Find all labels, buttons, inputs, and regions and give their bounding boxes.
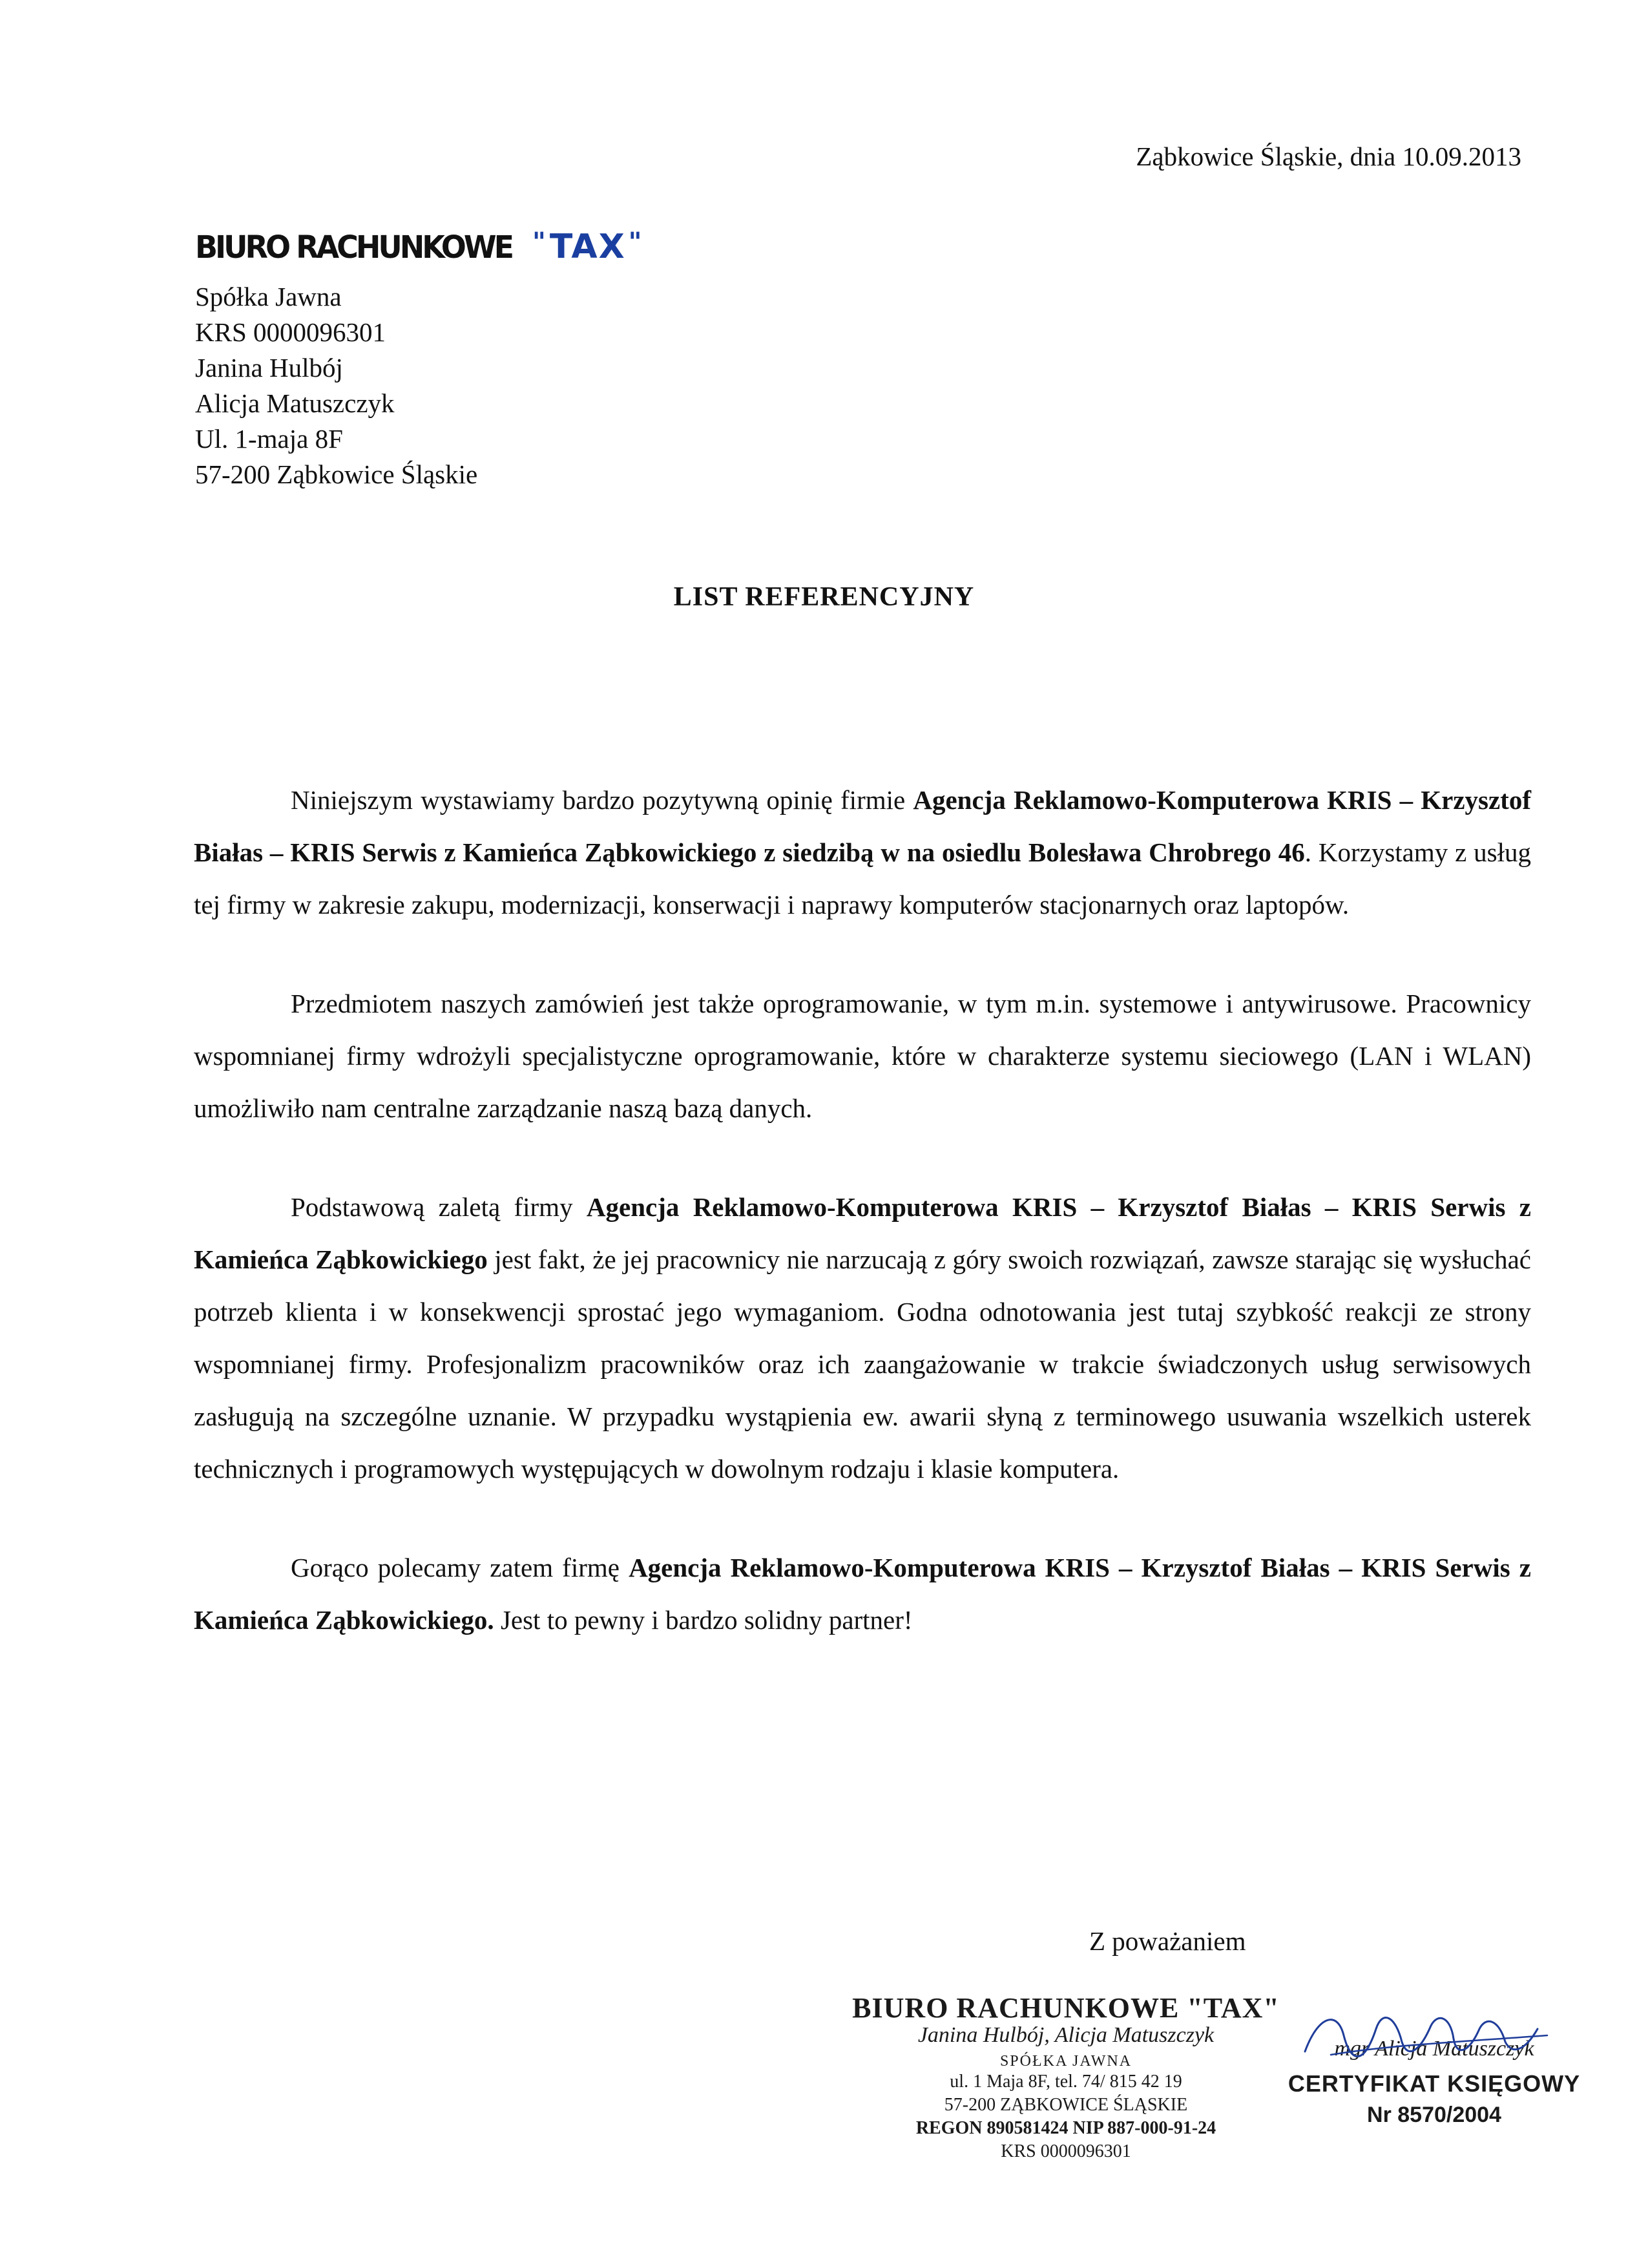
stamp-line: Janina Hulbój, Alicja Matuszczyk (917, 2023, 1215, 2047)
cert-name: mgr Alicja Matuszczyk (1334, 2037, 1534, 2061)
sender-line: Janina Hulbój (195, 353, 343, 383)
stamp-line: REGON 890581424 NIP 887-000-91-24 (915, 2118, 1216, 2138)
logo-brand: "TAX " (532, 227, 643, 266)
sender-line: Ul. 1-maja 8F (195, 424, 343, 454)
stamp-line: KRS 0000096301 (1001, 2141, 1131, 2161)
paragraph-1: Niniejszym wystawiamy bardzo pozytywną opinię firmie Agencja Reklamowo-Komputerowa KRIS – Krzysztof Białas – KRIS Serwis z Kamieńca Ząbkowickiego z siedzibą w na osiedlu Bolesława Chrobrego 46. Korzystamy z usług tej firmy w zakresie zakupu, modernizacji, konserwacji i naprawy komputerów stacjonarnych oraz laptopów. (194, 785, 1531, 919)
cert-title: CERTYFIKAT KSIĘGOWY (1288, 2070, 1581, 2097)
paragraph-2: Przedmiotem naszych zamówień jest także oprogramowanie, w tym m.in. systemowe i antywirusowe. Pracownicy wspomnianej firmy wdrożyli specjalistyczne oprogramowanie, które w charakterze systemu sieciowego (LAN i WLAN) umożliwiło nam centralne zarządzanie naszą bazą danych. (194, 989, 1531, 1123)
certificate-stamp (1266, 2037, 1602, 2128)
stamp-line: ul. 1 Maja 8F, tel. 74/ 815 42 19 (950, 2072, 1182, 2092)
sender-line: Spółka Jawna (195, 282, 342, 311)
letter-title: LIST REFERENCYJNY (673, 582, 975, 612)
stamp-line: SPÓŁKA JAWNA (999, 2053, 1132, 2070)
stamp-line: 57-200 ZĄBKOWICE ŚLĄSKIE (944, 2095, 1188, 2115)
sender-line: KRS 0000096301 (195, 317, 386, 347)
logo-name: BIURO RACHUNKOWE (195, 228, 512, 266)
letter-body (194, 774, 1531, 1646)
sender-line: Alicja Matuszczyk (195, 388, 395, 418)
paragraph-3: Podstawową zaletą firmy Agencja Reklamowo-Komputerowa KRIS – Krzysztof Białas – KRIS Serwis z Kamieńca Ząbkowickiego jest fakt, że jej pracownicy nie narzucają z góry swoich rozwiązań, zawsze starając się wysłuchać potrzeb klienta i w konsekwencji sprostać jego wymaganiom. Godna odnotowania jest tutaj szybkość reakcji ze strony wspomnianej firmy. Profesjonalizm pracowników oraz ich zaangażowanie w trakcie świadczonych usług serwisowych zasługują na szczególne uznanie. W przypadku wystąpienia ew. awarii słyną z terminowego usuwania wszelkich usterek technicznych i programowych występujących w dowolnym rodzaju i klasie komputera. (194, 1192, 1531, 1484)
stamp-line: BIURO RACHUNKOWE "TAX" (852, 1992, 1280, 2024)
cert-number: Nr 8570/2004 (1367, 2103, 1501, 2127)
sender-line: 57-200 Ząbkowice Śląskie (195, 459, 478, 489)
company-logo (195, 227, 643, 286)
date-line: Ząbkowice Śląskie, dnia 10.09.2013 (1136, 142, 1521, 171)
company-stamp (833, 1991, 1299, 2163)
sender-address (195, 279, 477, 492)
paragraph-4: Gorąco polecamy zatem firmę Agencja Reklamowo-Komputerowa KRIS – Krzysztof Białas – KRIS Serwis z Kamieńca Ząbkowickiego. Jest to pewny i bardzo solidny partner! (194, 1553, 1532, 1635)
closing-line: Z poważaniem (1089, 1926, 1246, 1956)
